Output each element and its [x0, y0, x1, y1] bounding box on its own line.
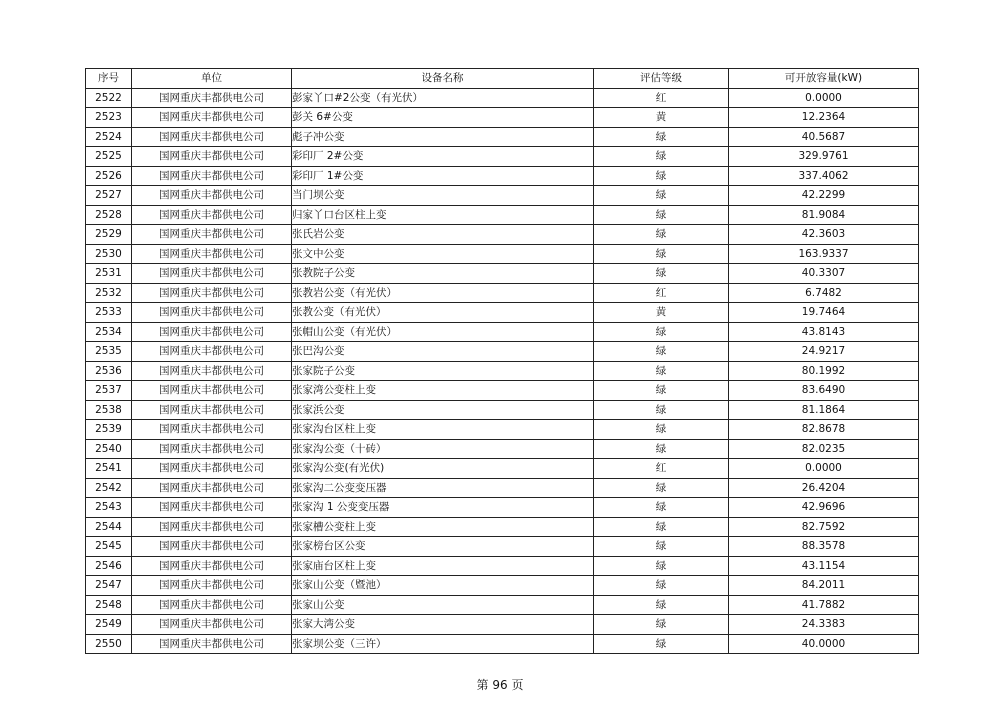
- cell-level: 绿: [594, 498, 729, 518]
- cell-unit: 国网重庆丰都供电公司: [132, 205, 292, 225]
- table-row: [86, 478, 919, 498]
- table-row: [86, 498, 919, 518]
- cell-name: 张家沟 1 公变变压器: [292, 498, 594, 518]
- table-row: [86, 459, 919, 479]
- table-header: [86, 69, 919, 89]
- cell-name: 张家沟公变(有光伏): [292, 459, 594, 479]
- cell-no: 2537: [86, 381, 132, 401]
- table-row: [86, 147, 919, 167]
- cell-name: 张家山公变（暨池）: [292, 576, 594, 596]
- cell-unit: 国网重庆丰都供电公司: [132, 283, 292, 303]
- header-unit: 单位: [132, 69, 292, 89]
- cell-level: 红: [594, 88, 729, 108]
- cell-level: 绿: [594, 322, 729, 342]
- cell-capacity: 43.1154: [729, 556, 919, 576]
- cell-name: 张教岩公变（有光伏）: [292, 283, 594, 303]
- cell-name: 张家槽公变柱上变: [292, 517, 594, 537]
- table-row: [86, 88, 919, 108]
- cell-capacity: 0.0000: [729, 88, 919, 108]
- header-capacity: 可开放容量(kW): [729, 69, 919, 89]
- cell-capacity: 19.7464: [729, 303, 919, 323]
- cell-name: 张家沟二公变变压器: [292, 478, 594, 498]
- cell-capacity: 24.9217: [729, 342, 919, 362]
- cell-no: 2532: [86, 283, 132, 303]
- cell-level: 绿: [594, 225, 729, 245]
- cell-capacity: 81.1864: [729, 400, 919, 420]
- header-no: 序号: [86, 69, 132, 89]
- table-row: [86, 517, 919, 537]
- cell-no: 2534: [86, 322, 132, 342]
- table-row: [86, 303, 919, 323]
- cell-capacity: 40.5687: [729, 127, 919, 147]
- table-row: [86, 576, 919, 596]
- cell-unit: 国网重庆丰都供电公司: [132, 108, 292, 128]
- header-level: 评估等级: [594, 69, 729, 89]
- cell-unit: 国网重庆丰都供电公司: [132, 634, 292, 654]
- cell-level: 绿: [594, 127, 729, 147]
- cell-name: 张巴沟公变: [292, 342, 594, 362]
- cell-unit: 国网重庆丰都供电公司: [132, 439, 292, 459]
- table-row: [86, 322, 919, 342]
- table-row: [86, 556, 919, 576]
- cell-level: 绿: [594, 420, 729, 440]
- cell-level: 绿: [594, 615, 729, 635]
- cell-name: 彭家丫口#2公变（有光伏）: [292, 88, 594, 108]
- cell-no: 2528: [86, 205, 132, 225]
- cell-no: 2522: [86, 88, 132, 108]
- cell-name: 彪子冲公变: [292, 127, 594, 147]
- cell-capacity: 12.2364: [729, 108, 919, 128]
- cell-capacity: 84.2011: [729, 576, 919, 596]
- cell-level: 绿: [594, 634, 729, 654]
- cell-unit: 国网重庆丰都供电公司: [132, 517, 292, 537]
- cell-level: 绿: [594, 264, 729, 284]
- cell-level: 绿: [594, 517, 729, 537]
- cell-unit: 国网重庆丰都供电公司: [132, 595, 292, 615]
- cell-no: 2545: [86, 537, 132, 557]
- table-row: [86, 342, 919, 362]
- cell-unit: 国网重庆丰都供电公司: [132, 576, 292, 596]
- cell-level: 红: [594, 459, 729, 479]
- cell-unit: 国网重庆丰都供电公司: [132, 556, 292, 576]
- cell-unit: 国网重庆丰都供电公司: [132, 186, 292, 206]
- cell-level: 绿: [594, 205, 729, 225]
- cell-level: 绿: [594, 576, 729, 596]
- cell-unit: 国网重庆丰都供电公司: [132, 244, 292, 264]
- table-row: [86, 400, 919, 420]
- cell-unit: 国网重庆丰都供电公司: [132, 147, 292, 167]
- cell-capacity: 83.6490: [729, 381, 919, 401]
- cell-unit: 国网重庆丰都供电公司: [132, 225, 292, 245]
- cell-unit: 国网重庆丰都供电公司: [132, 420, 292, 440]
- cell-no: 2550: [86, 634, 132, 654]
- table-row: [86, 127, 919, 147]
- cell-capacity: 6.7482: [729, 283, 919, 303]
- cell-level: 绿: [594, 400, 729, 420]
- cell-name: 张家浜公变: [292, 400, 594, 420]
- cell-unit: 国网重庆丰都供电公司: [132, 342, 292, 362]
- cell-name: 张家榜台区公变: [292, 537, 594, 557]
- cell-unit: 国网重庆丰都供电公司: [132, 303, 292, 323]
- cell-name: 张家山公变: [292, 595, 594, 615]
- cell-name: 张家坝公变（三许）: [292, 634, 594, 654]
- cell-name: 彩印厂 2#公变: [292, 147, 594, 167]
- cell-name: 归家丫口台区柱上变: [292, 205, 594, 225]
- cell-unit: 国网重庆丰都供电公司: [132, 127, 292, 147]
- cell-name: 张教院子公变: [292, 264, 594, 284]
- cell-no: 2523: [86, 108, 132, 128]
- cell-capacity: 40.3307: [729, 264, 919, 284]
- cell-unit: 国网重庆丰都供电公司: [132, 615, 292, 635]
- cell-unit: 国网重庆丰都供电公司: [132, 498, 292, 518]
- cell-capacity: 88.3578: [729, 537, 919, 557]
- cell-no: 2536: [86, 361, 132, 381]
- cell-unit: 国网重庆丰都供电公司: [132, 400, 292, 420]
- cell-capacity: 82.7592: [729, 517, 919, 537]
- header-row: [86, 69, 919, 89]
- cell-capacity: 42.9696: [729, 498, 919, 518]
- table-row: [86, 264, 919, 284]
- table-row: [86, 186, 919, 206]
- cell-no: 2547: [86, 576, 132, 596]
- cell-name: 张帽山公变（有光伏）: [292, 322, 594, 342]
- cell-no: 2542: [86, 478, 132, 498]
- cell-no: 2533: [86, 303, 132, 323]
- cell-level: 绿: [594, 147, 729, 167]
- cell-name: 张家湾公变柱上变: [292, 381, 594, 401]
- cell-no: 2544: [86, 517, 132, 537]
- cell-capacity: 337.4062: [729, 166, 919, 186]
- cell-capacity: 42.3603: [729, 225, 919, 245]
- cell-level: 绿: [594, 186, 729, 206]
- table-row: [86, 244, 919, 264]
- cell-capacity: 329.9761: [729, 147, 919, 167]
- cell-name: 张氏岩公变: [292, 225, 594, 245]
- cell-no: 2540: [86, 439, 132, 459]
- cell-unit: 国网重庆丰都供电公司: [132, 322, 292, 342]
- cell-unit: 国网重庆丰都供电公司: [132, 459, 292, 479]
- cell-no: 2538: [86, 400, 132, 420]
- page-number: 第 96 页: [476, 678, 524, 692]
- cell-name: 张文中公变: [292, 244, 594, 264]
- cell-no: 2530: [86, 244, 132, 264]
- table-row: [86, 205, 919, 225]
- header-name: 设备名称: [292, 69, 594, 89]
- cell-capacity: 82.8678: [729, 420, 919, 440]
- cell-capacity: 80.1992: [729, 361, 919, 381]
- table-row: [86, 439, 919, 459]
- cell-level: 绿: [594, 537, 729, 557]
- capacity-table: [85, 68, 919, 654]
- cell-level: 红: [594, 283, 729, 303]
- cell-name: 当门坝公变: [292, 186, 594, 206]
- cell-name: 张家沟公变（十砖）: [292, 439, 594, 459]
- cell-no: 2546: [86, 556, 132, 576]
- table-row: [86, 595, 919, 615]
- table-row: [86, 225, 919, 245]
- cell-no: 2527: [86, 186, 132, 206]
- cell-name: 张教公变（有光伏）: [292, 303, 594, 323]
- cell-name: 张家沟台区柱上变: [292, 420, 594, 440]
- table-row: [86, 283, 919, 303]
- cell-level: 绿: [594, 381, 729, 401]
- cell-level: 黄: [594, 303, 729, 323]
- cell-no: 2543: [86, 498, 132, 518]
- cell-name: 彭关 6#公变: [292, 108, 594, 128]
- cell-unit: 国网重庆丰都供电公司: [132, 537, 292, 557]
- table-row: [86, 166, 919, 186]
- cell-no: 2531: [86, 264, 132, 284]
- cell-unit: 国网重庆丰都供电公司: [132, 264, 292, 284]
- cell-name: 张家大湾公变: [292, 615, 594, 635]
- cell-name: 彩印厂 1#公变: [292, 166, 594, 186]
- cell-no: 2529: [86, 225, 132, 245]
- cell-level: 绿: [594, 361, 729, 381]
- table-body: [86, 88, 919, 654]
- cell-unit: 国网重庆丰都供电公司: [132, 166, 292, 186]
- cell-name: 张家庙台区柱上变: [292, 556, 594, 576]
- cell-level: 绿: [594, 478, 729, 498]
- cell-capacity: 42.2299: [729, 186, 919, 206]
- cell-no: 2539: [86, 420, 132, 440]
- cell-level: 绿: [594, 595, 729, 615]
- table-row: [86, 381, 919, 401]
- cell-capacity: 163.9337: [729, 244, 919, 264]
- cell-level: 绿: [594, 556, 729, 576]
- cell-no: 2549: [86, 615, 132, 635]
- table-row: [86, 108, 919, 128]
- cell-capacity: 82.0235: [729, 439, 919, 459]
- cell-capacity: 40.0000: [729, 634, 919, 654]
- cell-capacity: 41.7882: [729, 595, 919, 615]
- cell-no: 2548: [86, 595, 132, 615]
- cell-capacity: 24.3383: [729, 615, 919, 635]
- table-row: [86, 537, 919, 557]
- table-row: [86, 420, 919, 440]
- cell-no: 2526: [86, 166, 132, 186]
- cell-unit: 国网重庆丰都供电公司: [132, 361, 292, 381]
- cell-unit: 国网重庆丰都供电公司: [132, 381, 292, 401]
- cell-level: 绿: [594, 244, 729, 264]
- cell-no: 2535: [86, 342, 132, 362]
- cell-unit: 国网重庆丰都供电公司: [132, 478, 292, 498]
- table-row: [86, 361, 919, 381]
- cell-capacity: 81.9084: [729, 205, 919, 225]
- cell-no: 2525: [86, 147, 132, 167]
- cell-capacity: 43.8143: [729, 322, 919, 342]
- cell-level: 绿: [594, 439, 729, 459]
- cell-name: 张家院子公变: [292, 361, 594, 381]
- table-row: [86, 615, 919, 635]
- cell-capacity: 26.4204: [729, 478, 919, 498]
- cell-level: 绿: [594, 166, 729, 186]
- cell-no: 2541: [86, 459, 132, 479]
- cell-level: 黄: [594, 108, 729, 128]
- table-row: [86, 634, 919, 654]
- cell-no: 2524: [86, 127, 132, 147]
- cell-unit: 国网重庆丰都供电公司: [132, 88, 292, 108]
- cell-level: 绿: [594, 342, 729, 362]
- cell-capacity: 0.0000: [729, 459, 919, 479]
